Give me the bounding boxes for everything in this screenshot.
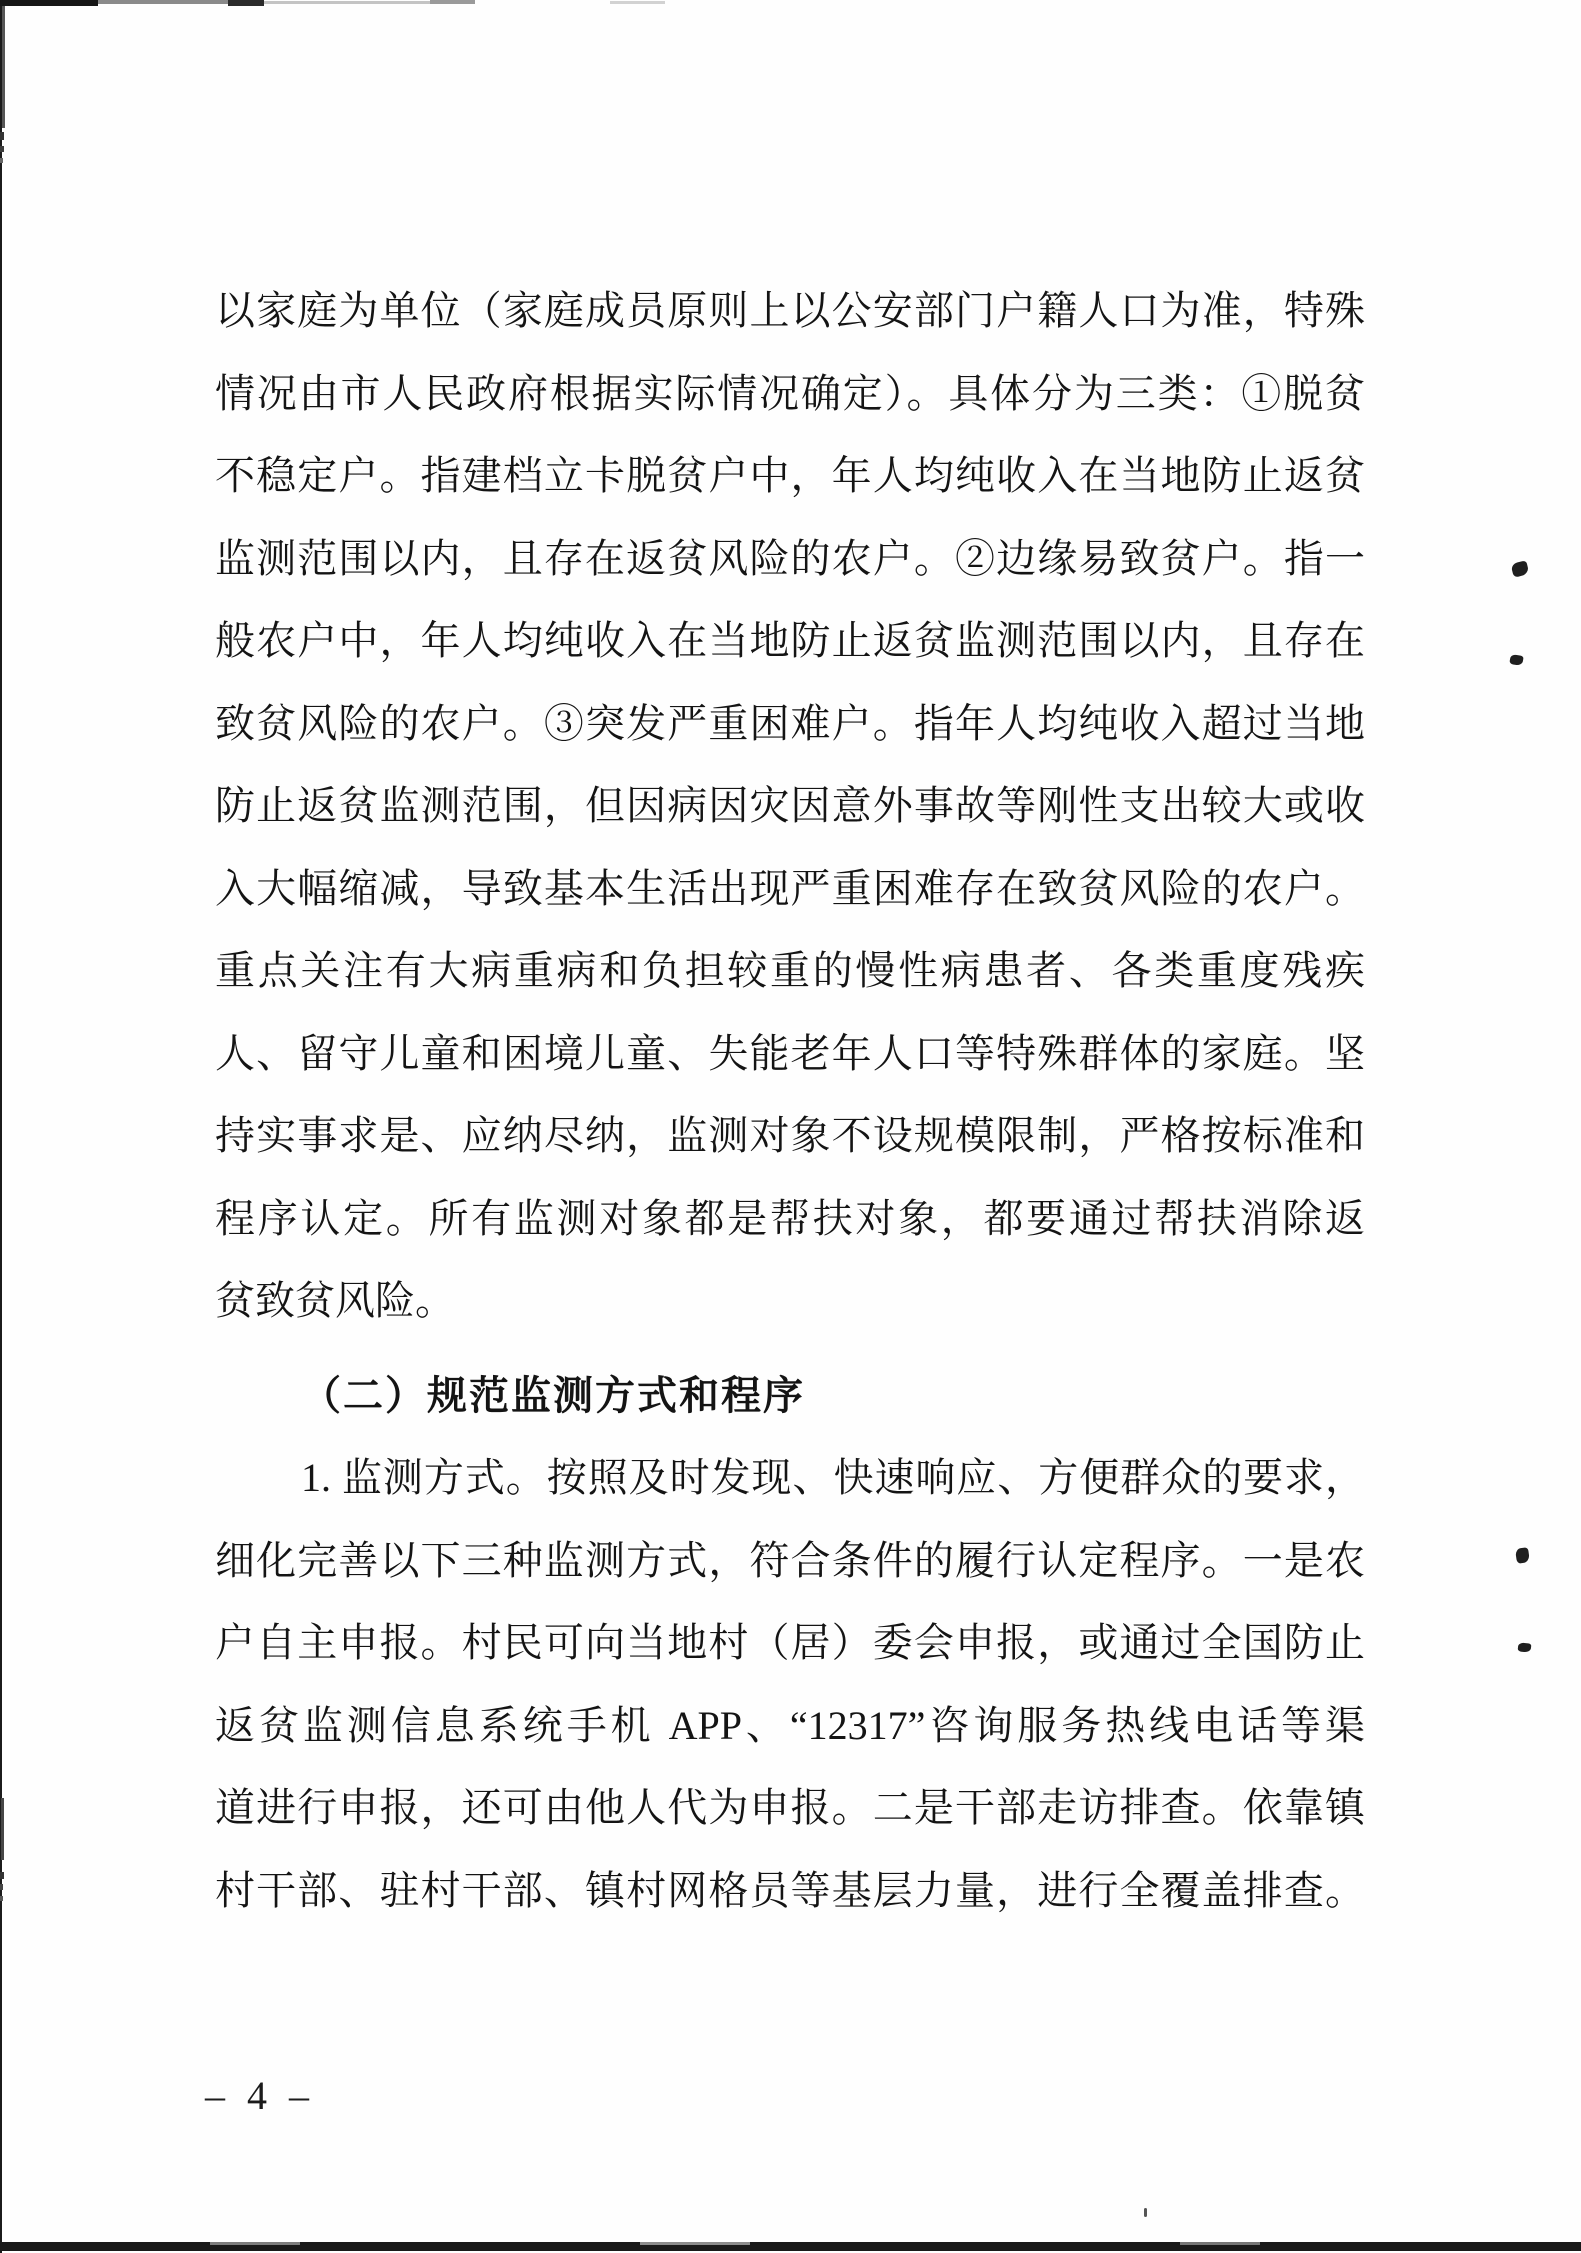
scan-edge-left-dash [0,132,4,140]
scan-edge-top [0,0,98,6]
text-line: 情况由市人民政府根据实际情况确定）。具体分为三类：①脱贫 [215,370,1365,416]
text-line: 监测范围以内，且存在返贫风险的农户。②边缘易致贫户。指一 [215,535,1365,581]
scan-edge-left-dash [0,1884,3,1890]
scan-edge-left-mark [1,1798,4,1860]
body-text [215,270,1365,1932]
text-line: 致贫风险的农户。③突发严重困难户。指年人均纯收入超过当地 [215,700,1365,746]
scan-edge-left-mark [2,0,5,128]
scan-edge-bottom-light [640,2242,750,2245]
ink-speck [1509,654,1524,666]
scan-edge-top [264,1,434,4]
text-line: 1. 监测方式。按照及时发现、快速响应、方便群众的要求， [301,1455,1365,1500]
scan-edge-left-dash [0,146,4,152]
scan-edge-left-dash [0,158,3,163]
scan-edge-left [0,0,2,2253]
scan-edge-top [228,0,264,6]
scan-edge-bottom-light [1180,2242,1260,2245]
scan-edge-left-dash [0,1872,4,1879]
text-line: 程序认定。所有监测对象都是帮扶对象，都要通过帮扶消除返 [215,1195,1365,1241]
scan-edge-bottom-light [210,2242,300,2245]
ink-speck [1144,2208,1147,2217]
text-line: 道进行申报，还可由他人代为申报。二是干部走访排查。依靠镇 [215,1785,1365,1830]
page-number: – 4 – [205,2073,315,2118]
scan-edge-top [430,0,475,4]
text-line: 细化完善以下三种监测方式，符合条件的履行认定程序。一是农 [215,1537,1365,1583]
scan-edge-top [610,1,665,4]
text-line: 防止返贫监测范围，但因病因灾因意外事故等刚性支出较大或收 [215,783,1365,828]
ink-speck [1515,1547,1530,1564]
text-line: 持实事求是、应纳尽纳，监测对象不设规模限制，严格按标准和 [215,1113,1365,1158]
scan-edge-left-dash [0,1896,3,1901]
ink-speck [1518,1642,1532,1652]
scan-edge-top [98,0,233,4]
ink-speck [1511,560,1530,577]
text-line: 重点关注有大病重病和负担较重的慢性病患者、各类重度残疾 [215,948,1365,993]
text-line: 入大幅缩减，导致基本生活出现严重困难存在致贫风险的农户。 [215,865,1365,911]
section-heading: （二）规范监测方式和程序 [301,1372,805,1418]
text-line: 般农户中，年人均纯收入在当地防止返贫监测范围以内，且存在 [215,618,1365,663]
text-line: 贫致贫风险。 [215,1278,455,1323]
text-line: 返贫监测信息系统手机 APP、“12317”咨询服务热线电话等渠 [215,1702,1365,1748]
text-line: 村干部、驻村干部、镇村网格员等基层力量，进行全覆盖排查。 [215,1867,1365,1913]
text-line: 以家庭为单位（家庭成员原则上以公安部门户籍人口为准，特殊 [215,288,1365,333]
text-line: 不稳定户。指建档立卡脱贫户中，年人均纯收入在当地防止返贫 [215,453,1365,498]
text-line: 人、留守儿童和困境儿童、失能老年人口等特殊群体的家庭。坚 [215,1030,1365,1076]
text-line: 户自主申报。村民可向当地村（居）委会申报，或通过全国防止 [215,1620,1365,1665]
